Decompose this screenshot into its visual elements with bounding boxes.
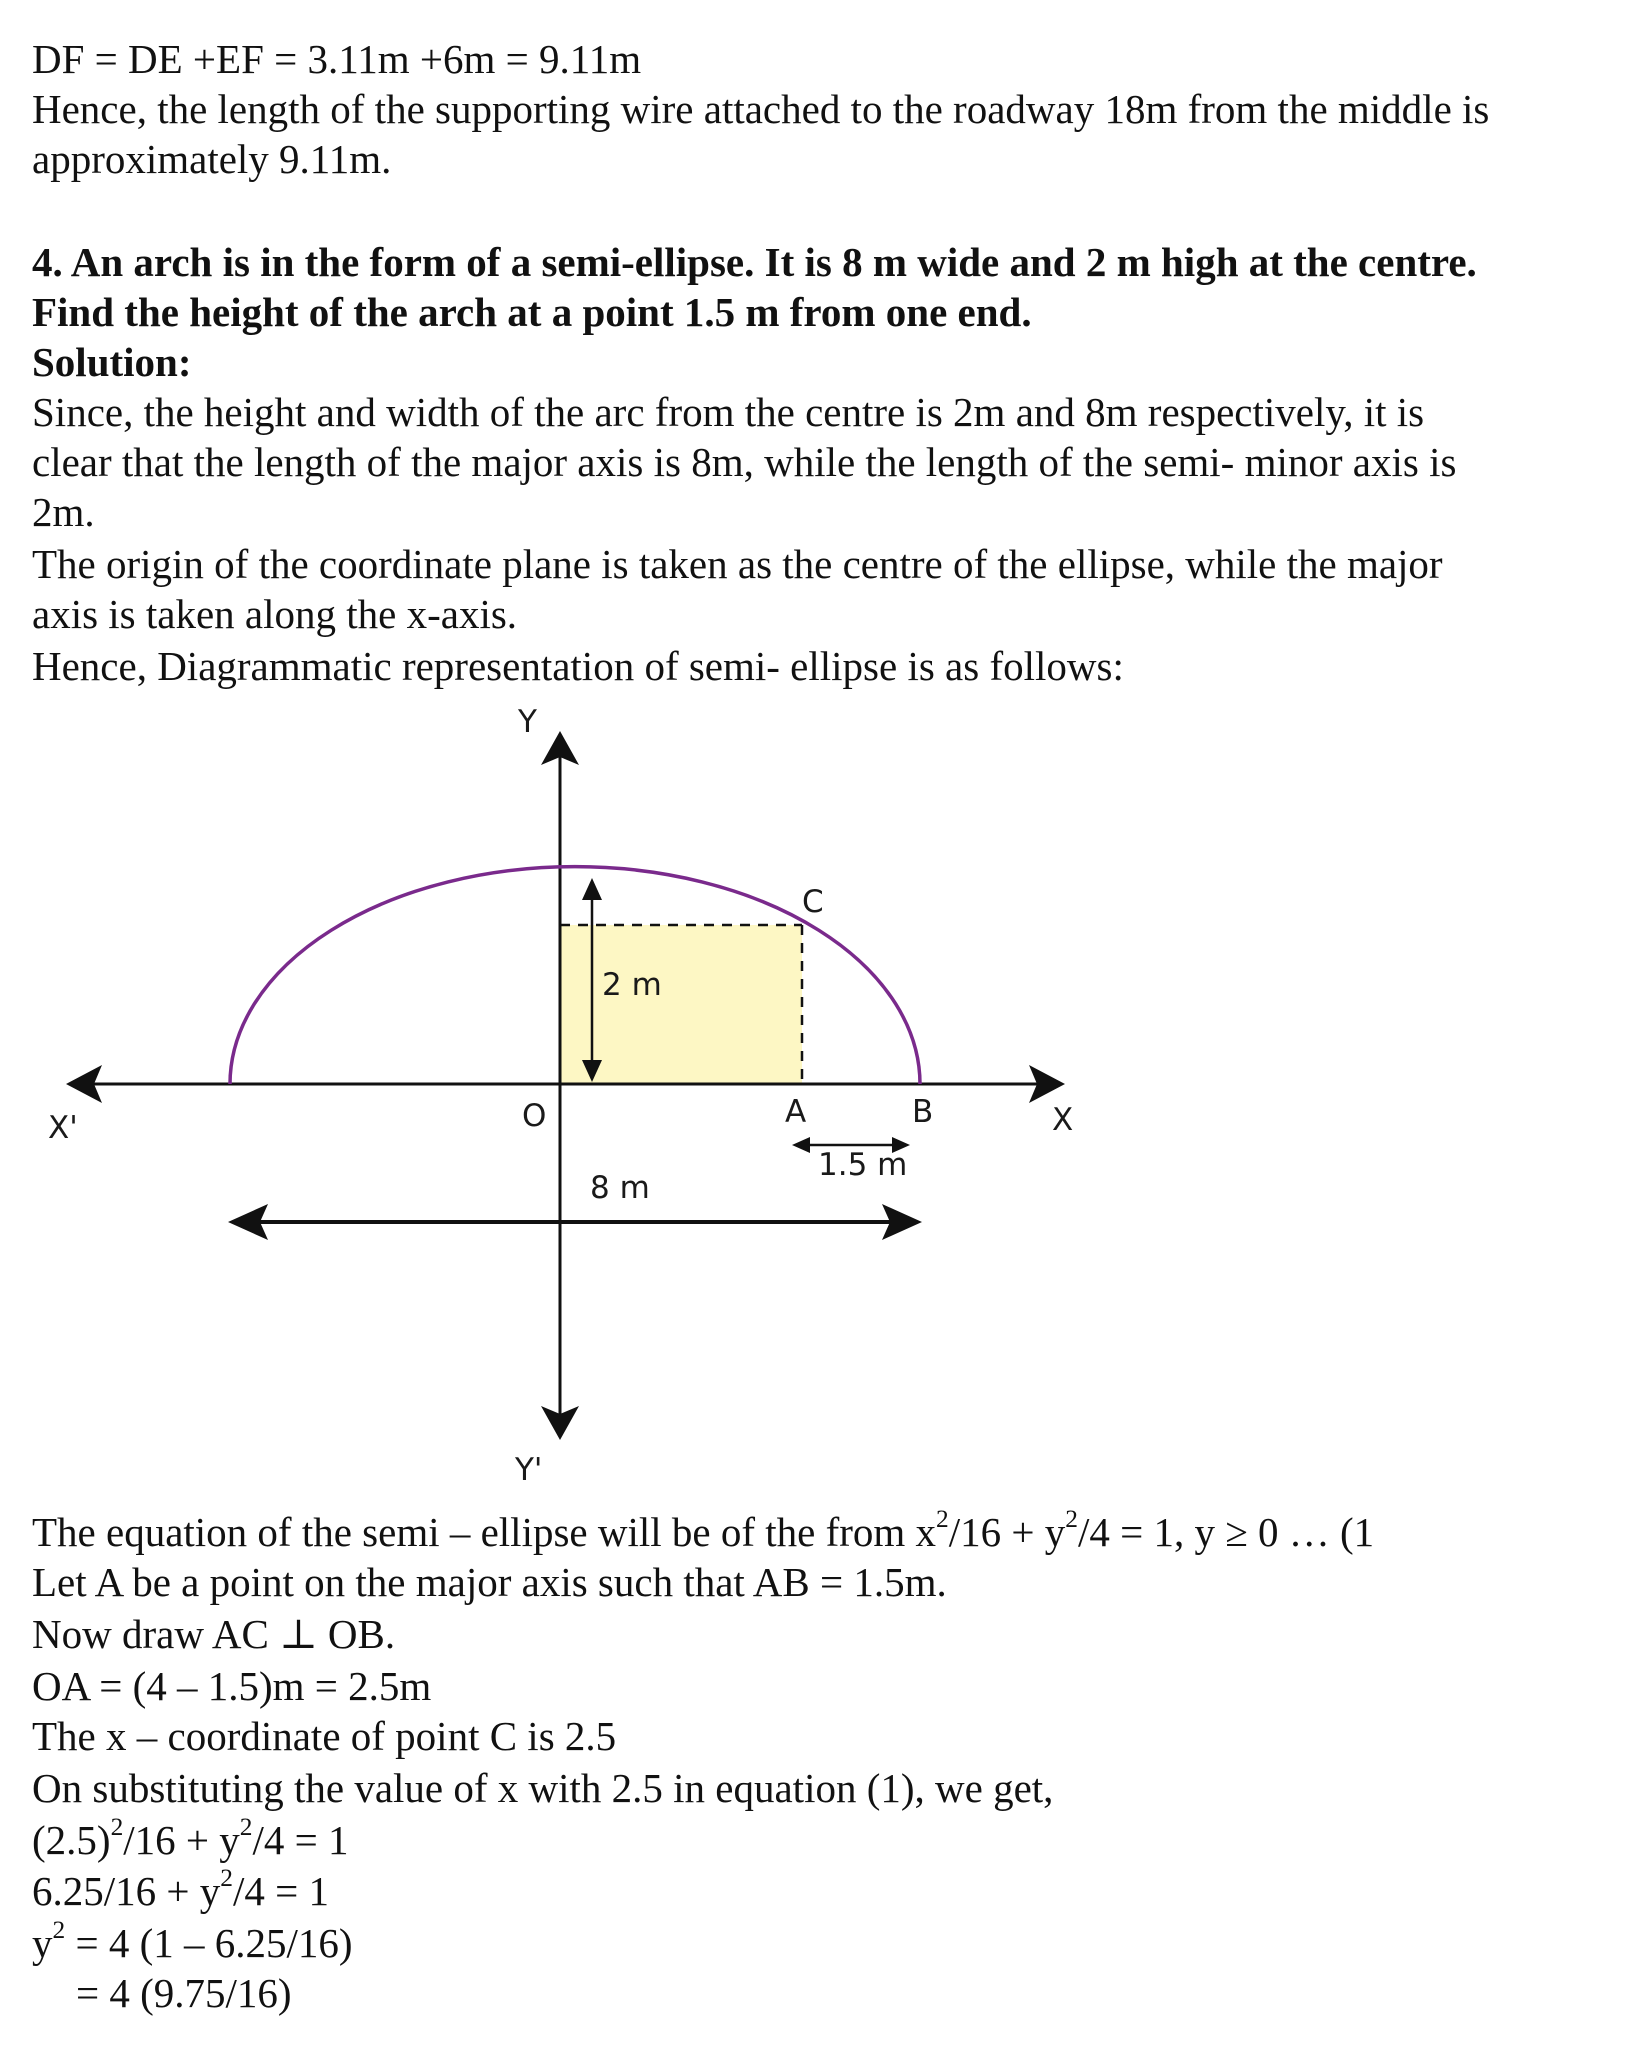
label-x-prime: X' <box>48 1110 78 1146</box>
label-width: 8 m <box>590 1170 650 1206</box>
label-y-prime: Y' <box>515 1452 543 1488</box>
label-origin: O <box>522 1098 547 1134</box>
question-line-2: Find the height of the arch at a point 1.5 m from one end. <box>32 289 1032 335</box>
solution-line-5: axis is taken along the x-axis. <box>32 591 518 637</box>
working-line-2: Let A be a point on the major axis such that AB = 1.5m. <box>32 1559 947 1605</box>
solution-heading: Solution: <box>32 339 192 385</box>
semi-ellipse-diagram <box>0 690 1637 1490</box>
label-point-a: A <box>785 1094 807 1130</box>
working-line-4: OA = (4 – 1.5)m = 2.5m <box>32 1663 432 1709</box>
label-x: X <box>1052 1102 1074 1138</box>
solution-line-6: Hence, Diagrammatic representation of semi- ellipse is as follows: <box>32 643 1124 689</box>
solution-line-3: 2m. <box>32 489 95 535</box>
working-line-6: On substituting the value of x with 2.5 in equation (1), we get, <box>32 1765 1054 1811</box>
intro-line-3: approximately 9.11m. <box>32 136 392 182</box>
working-line-3: Now draw AC ⊥ OB. <box>32 1611 396 1657</box>
label-point-b: B <box>912 1094 934 1130</box>
working-line-9: $y^2 = 4$ (1 – 6.25/16) <box>32 1915 353 1966</box>
label-offset: 1.5 m <box>818 1147 908 1183</box>
working-line-7: $(2.5)^2/16 + y^2/4 = 1$ <box>32 1812 349 1863</box>
question-line-1: 4. An arch is in the form of a semi-ellipse. It is 8 m wide and 2 m high at the centre. <box>32 239 1477 285</box>
working-line-10: = 4 (9.75/16) <box>76 1970 292 2016</box>
solution-line-4: The origin of the coordinate plane is taken as the centre of the ellipse, while the major <box>32 541 1443 587</box>
label-y: Y <box>518 704 537 740</box>
solution-line-2: clear that the length of the major axis is 8m, while the length of the semi- minor axis is <box>32 439 1457 485</box>
label-point-c: C <box>802 884 824 920</box>
solution-line-1: Since, the height and width of the arc from the centre is 2m and 8m respectively, it is <box>32 389 1425 435</box>
label-height: 2 m <box>602 967 662 1003</box>
intro-line-1: DF = DE +EF = 3.11m +6m = 9.11m <box>32 36 642 82</box>
working-line-8: $6.25/16 + y^2/4 = 1$ <box>32 1863 329 1914</box>
intro-line-2: Hence, the length of the supporting wire attached to the roadway 18m from the middle is <box>32 86 1490 132</box>
working-line-5: The x – coordinate of point C is 2.5 <box>32 1713 617 1759</box>
working-line-1: The equation of the semi – ellipse will be of the from $x^2/16 + y^2/4 = 1$, y ≥ 0 … (1 <box>32 1504 1375 1555</box>
